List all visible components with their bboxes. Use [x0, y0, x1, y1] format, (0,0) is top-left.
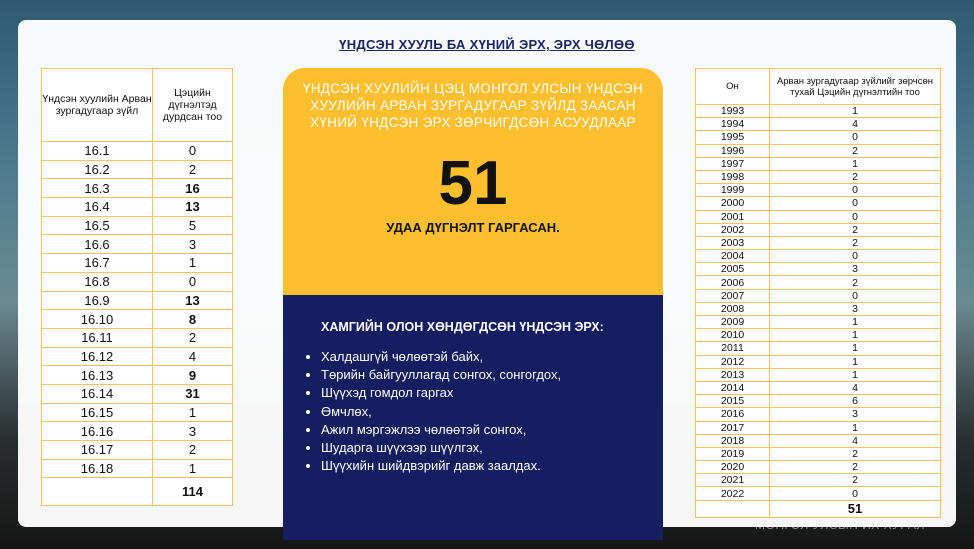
count-cell: 3: [153, 235, 233, 254]
list-item: • Төрийн байгууллагад сонгох, сонгогдох,: [321, 366, 561, 384]
table-row: [696, 342, 941, 355]
table-row: [696, 421, 941, 434]
rights-heading: ХАМГИЙН ОЛОН ХӨНДӨГДСӨН ҮНДСЭН ЭРХ:: [321, 320, 604, 334]
count-cell: 3: [153, 422, 233, 441]
count-cell: 2: [770, 276, 941, 289]
table-row: [696, 223, 941, 236]
year-cell: 2003: [696, 236, 770, 249]
year-cell: 2006: [696, 276, 770, 289]
article-cell: 16.15: [42, 403, 153, 422]
count-cell: 0: [770, 487, 941, 500]
table-row: [696, 316, 941, 329]
count-cell: 4: [770, 434, 941, 447]
year-cell: 1999: [696, 184, 770, 197]
table-row: [42, 216, 233, 235]
count-cell: 13: [153, 291, 233, 310]
year-cell: 2001: [696, 210, 770, 223]
count-cell: 0: [770, 131, 941, 144]
table-row: [696, 184, 941, 197]
article-cell: 16.5: [42, 216, 153, 235]
article-cell: 16.11: [42, 328, 153, 347]
table-row: [42, 272, 233, 291]
year-cell: 2020: [696, 461, 770, 474]
count-cell: 2: [770, 236, 941, 249]
table-row: [696, 144, 941, 157]
column-header-article: Үндсэн хуулийн Арван зургадугаар зүйл: [42, 69, 153, 142]
count-cell: 3: [770, 408, 941, 421]
year-cell: 1995: [696, 131, 770, 144]
year-cell: 2019: [696, 447, 770, 460]
list-item: • Шударга шүүхээр шүүлгэх,: [321, 439, 561, 457]
rights-list: [297, 348, 561, 475]
year-cell: 2008: [696, 302, 770, 315]
table-row: [696, 263, 941, 276]
count-cell: 8: [153, 310, 233, 329]
table-row: [696, 210, 941, 223]
article-cell: 16.13: [42, 366, 153, 385]
table-row: [696, 157, 941, 170]
article-cell: 16.16: [42, 422, 153, 441]
summary-number: 51: [438, 149, 508, 218]
total-row: [696, 500, 941, 517]
year-cell: 2000: [696, 197, 770, 210]
count-cell: 0: [153, 142, 233, 161]
year-cell: 2016: [696, 408, 770, 421]
year-cell: 2011: [696, 342, 770, 355]
count-cell: 1: [153, 459, 233, 478]
year-cell: 2021: [696, 474, 770, 487]
count-cell: 3: [770, 263, 941, 276]
article-cell: 16.6: [42, 235, 153, 254]
table-row: [696, 368, 941, 381]
article-cell: 16.4: [42, 198, 153, 217]
table-row: [42, 310, 233, 329]
count-cell: 31: [153, 384, 233, 403]
table-row: [42, 459, 233, 478]
list-item: • Шүүхэд гомдол гаргах: [321, 384, 561, 402]
count-cell: 2: [770, 461, 941, 474]
total-label-cell: [696, 500, 770, 517]
count-cell: 1: [770, 316, 941, 329]
count-cell: 0: [770, 210, 941, 223]
article-cell: 16.18: [42, 459, 153, 478]
count-cell: 1: [153, 254, 233, 273]
count-cell: 4: [770, 381, 941, 394]
total-value: 51: [770, 500, 941, 517]
summary-card: [283, 68, 663, 540]
count-cell: 1: [770, 105, 941, 118]
table-row: [696, 434, 941, 447]
count-cell: 1: [770, 368, 941, 381]
table-row: [696, 447, 941, 460]
summary-highlight: [283, 68, 663, 295]
year-cell: 2012: [696, 355, 770, 368]
count-cell: 1: [153, 403, 233, 422]
page-title: ҮНДСЭН ХУУЛЬ БА ХҮНИЙ ЭРХ, ЭРХ ЧӨЛӨӨ: [339, 37, 635, 52]
table-row: [696, 395, 941, 408]
count-cell: 9: [153, 366, 233, 385]
rights-section: [283, 295, 663, 540]
table-row: [42, 441, 233, 460]
year-cell: 1998: [696, 170, 770, 183]
column-header-year: Он: [696, 69, 770, 105]
articles-table: [41, 68, 233, 506]
table-row: [696, 487, 941, 500]
list-item: • Ажил мэргэжлээ чөлөөтэй сонгох,: [321, 421, 561, 439]
table-row: [696, 302, 941, 315]
count-cell: 2: [153, 441, 233, 460]
table-row: [42, 347, 233, 366]
total-label-cell: [42, 478, 153, 506]
count-cell: 0: [770, 184, 941, 197]
count-cell: 16: [153, 179, 233, 198]
year-cell: 2010: [696, 329, 770, 342]
article-cell: 16.9: [42, 291, 153, 310]
article-cell: 16.2: [42, 160, 153, 179]
year-cell: 2005: [696, 263, 770, 276]
table-row: [42, 328, 233, 347]
count-cell: 4: [153, 347, 233, 366]
article-cell: 16.12: [42, 347, 153, 366]
table-row: [42, 384, 233, 403]
article-cell: 16.10: [42, 310, 153, 329]
table-row: [696, 381, 941, 394]
list-item: • Халдашгүй чөлөөтэй байх,: [321, 348, 561, 366]
count-cell: 1: [770, 329, 941, 342]
column-header-year-count: Арван зургадугаар зүйлийг зөрчсөн тухай Цэцийн дүгнэлтийн тоо: [770, 69, 941, 105]
table-row: [42, 179, 233, 198]
table-row: [696, 197, 941, 210]
count-cell: 5: [153, 216, 233, 235]
year-cell: 1997: [696, 157, 770, 170]
summary-heading: ҮНДСЭН ХУУЛИЙН ЦЭЦ МОНГОЛ УЛСЫН ҮНДСЭН ХУУЛИЙН АРВАН ЗУРГАДУГААР ЗҮЙЛД ЗААСАН ХҮНИЙ ҮНДСЭН ЭРХ ЗӨРЧИГДСӨН АСУУДЛААР: [302, 81, 644, 130]
article-cell: 16.7: [42, 254, 153, 273]
total-value: 114: [153, 478, 233, 506]
table-row: [42, 160, 233, 179]
column-header-count: Цэцийн дүгнэлтэд дурдсан тоо: [153, 69, 233, 142]
year-cell: 1993: [696, 105, 770, 118]
year-cell: 2014: [696, 381, 770, 394]
count-cell: 1: [770, 421, 941, 434]
year-cell: 2009: [696, 316, 770, 329]
table-row: [696, 118, 941, 131]
table-row: [42, 422, 233, 441]
count-cell: 4: [770, 118, 941, 131]
years-table: [695, 68, 941, 518]
table-row: [696, 170, 941, 183]
year-cell: 2018: [696, 434, 770, 447]
table-row: [696, 236, 941, 249]
summary-subtext: УДАА ДҮГНЭЛТ ГАРГАСАН.: [386, 220, 560, 235]
table-row: [696, 131, 941, 144]
year-cell: 2002: [696, 223, 770, 236]
count-cell: 0: [770, 197, 941, 210]
table-row: [696, 105, 941, 118]
year-cell: 2015: [696, 395, 770, 408]
year-cell: 2017: [696, 421, 770, 434]
count-cell: 1: [770, 342, 941, 355]
count-cell: 3: [770, 302, 941, 315]
table-row: [696, 461, 941, 474]
count-cell: 2: [770, 474, 941, 487]
year-cell: 2007: [696, 289, 770, 302]
articles-table-header: [42, 69, 233, 142]
count-cell: 0: [153, 272, 233, 291]
article-cell: 16.1: [42, 142, 153, 161]
article-cell: 16.8: [42, 272, 153, 291]
table-row: [42, 403, 233, 422]
count-cell: 2: [770, 144, 941, 157]
count-cell: 0: [770, 250, 941, 263]
count-cell: 2: [770, 223, 941, 236]
years-table-header: [696, 69, 941, 105]
total-row: [42, 478, 233, 506]
list-item: • Шүүхийн шийдвэрийг давж заалдах.: [321, 457, 561, 475]
list-item: • Өмчлөх,: [321, 403, 561, 421]
count-cell: 2: [770, 170, 941, 183]
count-cell: 0: [770, 289, 941, 302]
year-cell: 2022: [696, 487, 770, 500]
watermark: МОНГОЛ УЛСЫН ИХ ХУРАЛ: [755, 518, 926, 532]
table-row: [696, 474, 941, 487]
article-cell: 16.14: [42, 384, 153, 403]
count-cell: 2: [153, 160, 233, 179]
count-cell: 2: [770, 447, 941, 460]
table-row: [42, 366, 233, 385]
table-row: [696, 329, 941, 342]
count-cell: 13: [153, 198, 233, 217]
year-cell: 2013: [696, 368, 770, 381]
table-row: [42, 198, 233, 217]
table-row: [696, 276, 941, 289]
table-row: [696, 289, 941, 302]
article-cell: 16.17: [42, 441, 153, 460]
table-row: [696, 408, 941, 421]
table-row: [42, 254, 233, 273]
table-row: [696, 355, 941, 368]
count-cell: 2: [153, 328, 233, 347]
table-row: [42, 142, 233, 161]
table-row: [42, 291, 233, 310]
article-cell: 16.3: [42, 179, 153, 198]
count-cell: 1: [770, 355, 941, 368]
table-row: [696, 250, 941, 263]
table-row: [42, 235, 233, 254]
count-cell: 6: [770, 395, 941, 408]
year-cell: 1996: [696, 144, 770, 157]
count-cell: 1: [770, 157, 941, 170]
year-cell: 1994: [696, 118, 770, 131]
year-cell: 2004: [696, 250, 770, 263]
